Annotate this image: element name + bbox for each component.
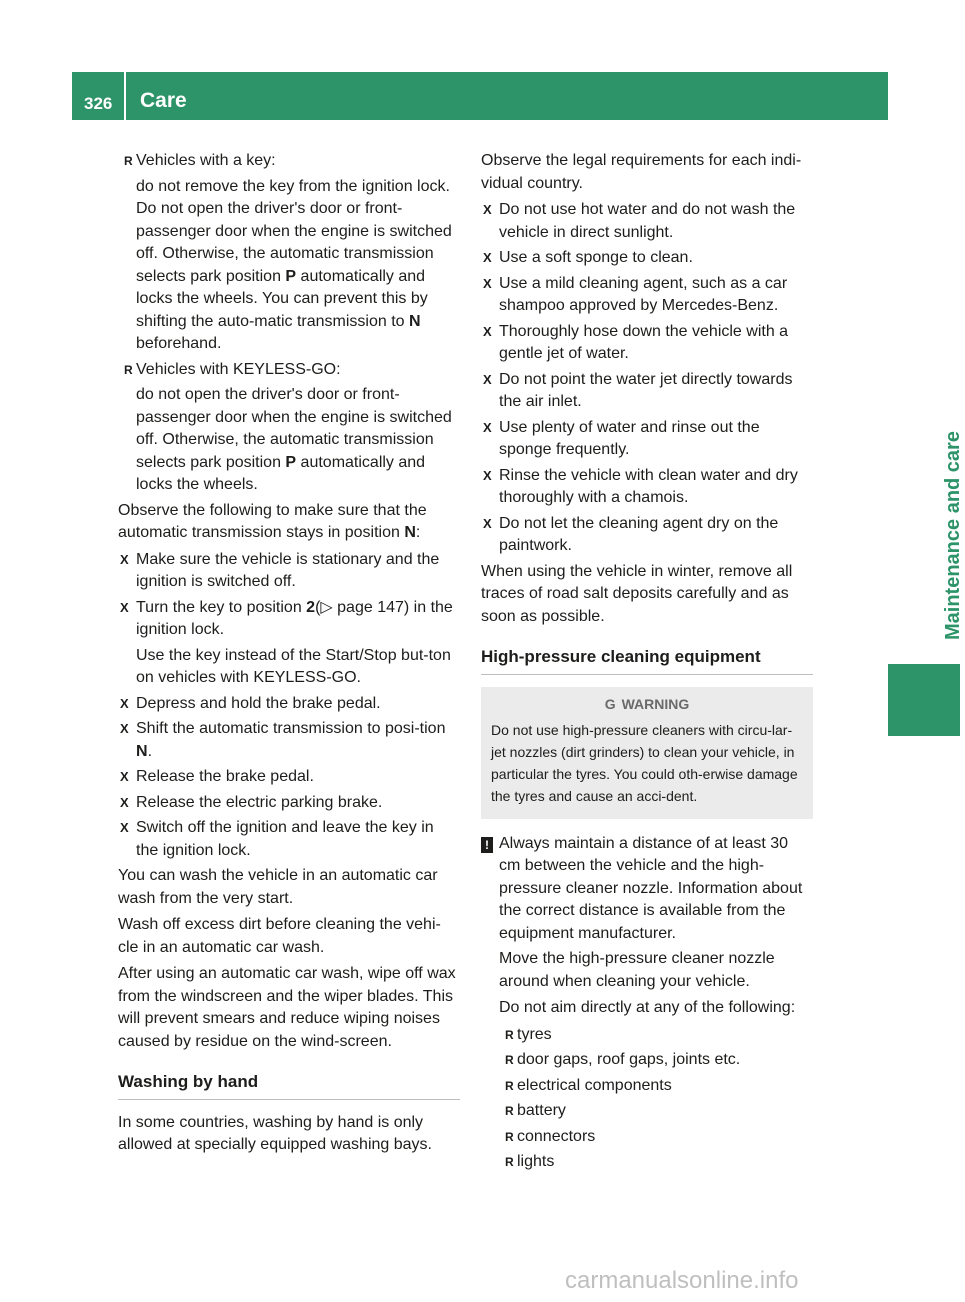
list-item: R lights [499, 1151, 813, 1174]
instruction-step: X Switch off the ignition and leave the key in the ignition lock. [118, 817, 460, 862]
header-divider [124, 72, 126, 120]
watermark: carmanualsonline.info [565, 1267, 799, 1294]
list-item: R connectors [499, 1126, 813, 1149]
page-reference: (▷ page 147) in the ignition lock. [136, 598, 453, 638]
instruction-step: X Depress and hold the brake pedal. [118, 693, 460, 716]
position-label: N [404, 524, 416, 541]
notice-text: Always maintain a distance of at least 30 cm between the vehicle and the high-pressure cleaner nozzle. Information about the correct distance is available from the equipment manufacturer. [499, 834, 803, 942]
position-label: N [409, 312, 421, 330]
instruction-step: X Use a soft sponge to clean. [481, 247, 813, 270]
paragraph: You can wash the vehicle in an automatic car wash from the very start. [118, 867, 438, 907]
bullet-title: Vehicles with KEYLESS-GO: [136, 360, 341, 378]
paragraph: Wash off excess dirt before cleaning the vehi-cle in an automatic car wash. [118, 916, 441, 956]
header-bar [72, 72, 888, 120]
warning-text: Do not use high-pressure cleaners with circu-lar-jet nozzles (dirt grinders) to clean your vehicle, in particular the tyres. You could oth-erwise damage the tyres and cause an acci-dent. [491, 721, 798, 804]
instruction-step [118, 718, 460, 763]
list-item: R electrical components [499, 1075, 813, 1098]
section-heading: High-pressure cleaning equipment [481, 646, 813, 675]
text: : [415, 524, 421, 541]
list-item: R door gaps, roof gaps, joints etc. [499, 1049, 813, 1072]
text: automatically and locks the wheels. You can prevent this by shifting the auto-matic transmission to [136, 267, 428, 330]
notice [481, 833, 813, 946]
instruction-step: X Use a mild cleaning agent, such as a car shampoo approved by Mercedes-Benz. [481, 273, 813, 318]
notice-body [481, 948, 813, 1174]
side-tab-marker [888, 664, 960, 736]
side-tab-label: Maintenance and care [942, 431, 964, 640]
text: do not open the driver's door or front-passenger door when the engine is switched off. Otherwise, the automatic transmission selects park position [136, 386, 452, 471]
step-note: Use the key instead of the Start/Stop but-ton on vehicles with KEYLESS-GO. [136, 646, 451, 686]
paragraph: When using the vehicle in winter, remove all traces of road salt deposits carefully and as soon as possible. [481, 562, 793, 625]
section-title: Care [140, 89, 187, 112]
position-label: N [136, 742, 148, 760]
text: do not remove the key from the ignition lock. Do not open the driver's door or front-passenger door when the engine is switched off. Otherwise, the automatic transmission selects park position [136, 177, 452, 285]
warning-title [491, 693, 803, 715]
text: Turn the key to position [136, 598, 302, 616]
instruction-step: X Release the brake pedal. [118, 766, 460, 789]
bullet-body [118, 176, 460, 356]
warning-box [481, 687, 813, 819]
paragraph [118, 500, 460, 545]
paragraph: After using an automatic car wash, wipe off wax from the windscreen and the wiper blades. This will prevent smears and reduce wiping noises caused by residue on the wind-screen. [118, 965, 456, 1050]
exclamation-icon: ! [481, 837, 493, 853]
instruction-step: X Release the electric parking brake. [118, 792, 460, 815]
position-label: P [285, 267, 297, 285]
instruction-step: X Make sure the vehicle is stationary and the ignition is switched off. [118, 549, 460, 594]
section-heading: Washing by hand [118, 1071, 460, 1100]
text: . [147, 742, 153, 760]
instruction-step: X Use plenty of water and rinse out the sponge frequently. [481, 417, 813, 462]
warning-label: WARNING [621, 695, 690, 712]
position-label: P [285, 453, 297, 471]
text: beforehand. [136, 335, 222, 352]
list-item: R battery [499, 1100, 813, 1123]
paragraph: Observe the legal requirements for each indi-vidual country. [481, 152, 802, 192]
left-column [118, 150, 460, 1161]
paragraph: Do not aim directly at any of the following: [499, 999, 796, 1016]
text: Observe the following to make sure that the automatic transmission stays in position [118, 501, 427, 541]
instruction-step: X Rinse the vehicle with clean water and dry thoroughly with a chamois. [481, 465, 813, 510]
warning-triangle-icon: G [604, 695, 616, 712]
list-item: R tyres [499, 1024, 813, 1047]
instruction-step: X Do not use hot water and do not wash the vehicle in direct sunlight. [481, 199, 813, 244]
instruction-step: X Do not point the water jet directly towards the air inlet. [481, 369, 813, 414]
text: Shift the automatic transmission to posi-tion [136, 720, 446, 737]
page-number: 326 [84, 94, 113, 113]
list-item [118, 359, 460, 382]
instruction-step: X Thoroughly hose down the vehicle with a gentle jet of water. [481, 321, 813, 366]
right-column [481, 150, 813, 1177]
list-item [118, 150, 460, 173]
paragraph: In some countries, washing by hand is only allowed at specially equipped washing bays. [118, 1113, 432, 1153]
bullet-title: Vehicles with a key: [136, 152, 276, 169]
position-label: 2 [306, 598, 316, 616]
paragraph: Move the high-pressure cleaner nozzle around when cleaning your vehicle. [499, 950, 775, 990]
text: automatically and locks the wheels. [136, 453, 426, 493]
instruction-step: X Do not let the cleaning agent dry on the paintwork. [481, 513, 813, 558]
instruction-step [118, 597, 460, 642]
bullet-body [118, 384, 460, 497]
